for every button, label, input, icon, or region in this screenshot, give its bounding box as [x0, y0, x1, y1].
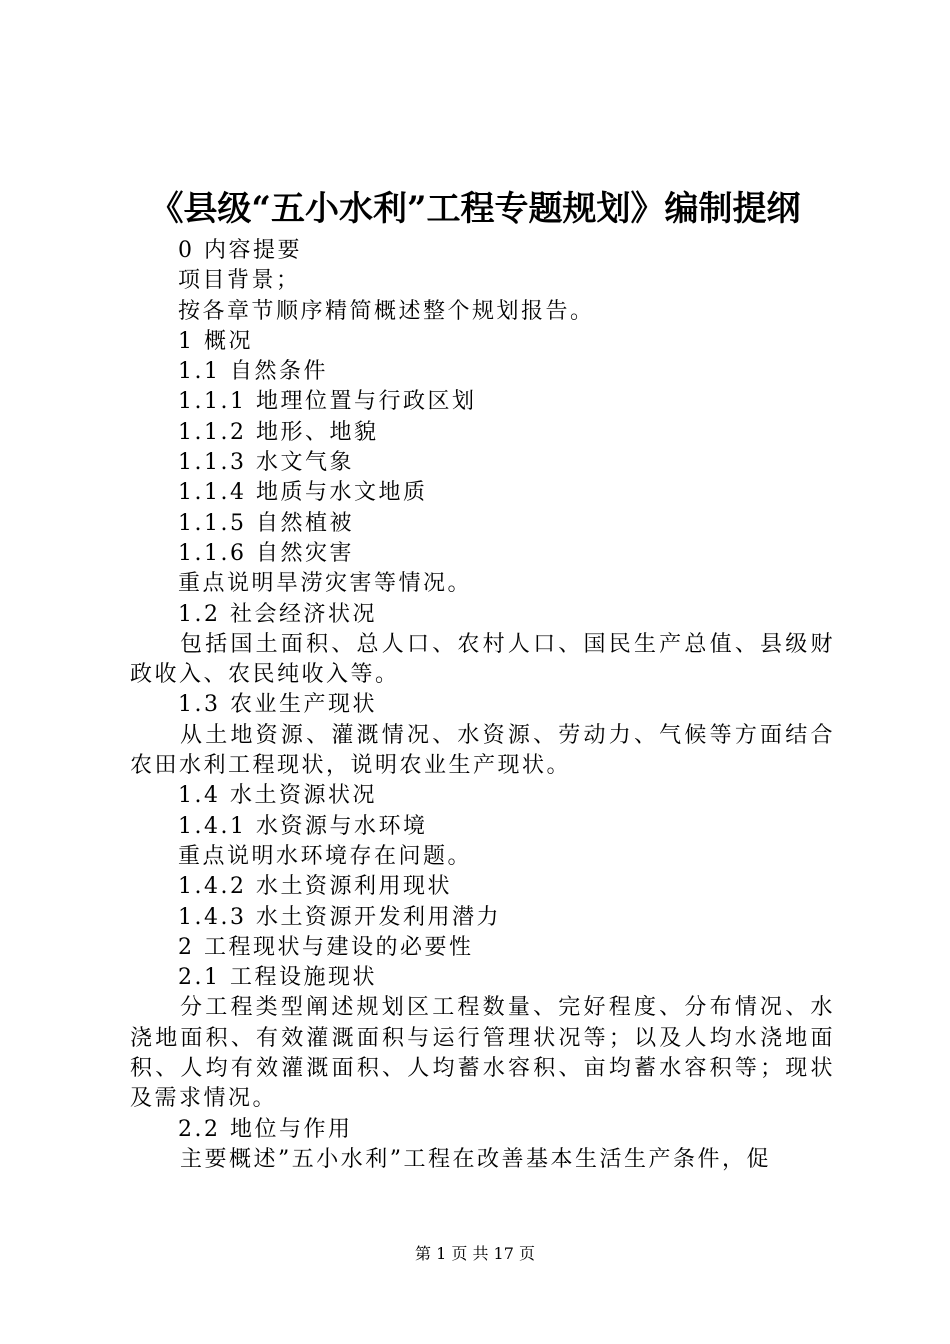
paragraph-agriculture: 从土地资源、灌溉情况、水资源、劳动力、气候等方面结合农田水利工程现状，说明农业生产现状。: [130, 722, 835, 779]
outline-line: 1.1.2 地形、地貌: [178, 419, 379, 445]
paragraph-role: 主要概述”五小水利”工程在改善基本生活生产条件，促: [180, 1146, 771, 1172]
page-title: 《县级“五小水利”工程专题规划》编制提纲: [149, 189, 801, 229]
outline-line: 2.1 工程设施现状: [178, 965, 377, 991]
outline-line: 2 工程现状与建设的必要性: [178, 934, 474, 960]
page-footer: 第 1 页 共 17 页: [415, 1244, 535, 1263]
outline-line: 重点说明水环境存在问题。: [178, 843, 473, 869]
outline-line: 1.4.2 水土资源利用现状: [178, 874, 452, 900]
outline-line: 项目背景；: [178, 268, 301, 294]
outline-line: 1 概况: [178, 328, 253, 354]
outline-line: 1.1.4 地质与水文地质: [178, 480, 428, 506]
paragraph-facilities: 分工程类型阐述规划区工程数量、完好程度、分布情况、水浇地面积、有效灌溉面积与运行管理状况等；以及人均水浇地面积、人均有效灌溉面积、人均蓄水容积、亩均蓄水容积等；现状及需求情况。: [130, 995, 835, 1112]
outline-line: 1.4 水土资源状况: [178, 783, 377, 809]
outline-line: 1.4.3 水土资源开发利用潜力: [178, 904, 501, 930]
outline-line: 1.2 社会经济状况: [178, 601, 377, 627]
outline-line: 1.1.5 自然植被: [178, 510, 354, 536]
document-body: [130, 236, 835, 1175]
outline-line: 按各章节顺序精简概述整个规划报告。: [178, 298, 595, 324]
outline-line: 0 内容提要: [178, 238, 302, 263]
section-heading: 1.3 农业生产现状: [178, 692, 377, 718]
section-heading: 2.2 地位与作用: [178, 1116, 353, 1142]
paragraph-economy: 包括国土面积、总人口、农村人口、国民生产总值、县级财政收入、农民纯收入等。: [130, 631, 835, 688]
outline-line: 1.1.3 水文气象: [178, 450, 354, 476]
outline-line: 1.4.1 水资源与水环境: [178, 813, 428, 839]
outline-line: 重点说明旱涝灾害等情况。: [178, 571, 473, 597]
outline-line: 1.1 自然条件: [178, 359, 328, 385]
outline-line: 1.1.6 自然灾害: [178, 540, 354, 566]
outline-line: 1.1.1 地理位置与行政区划: [178, 389, 477, 415]
